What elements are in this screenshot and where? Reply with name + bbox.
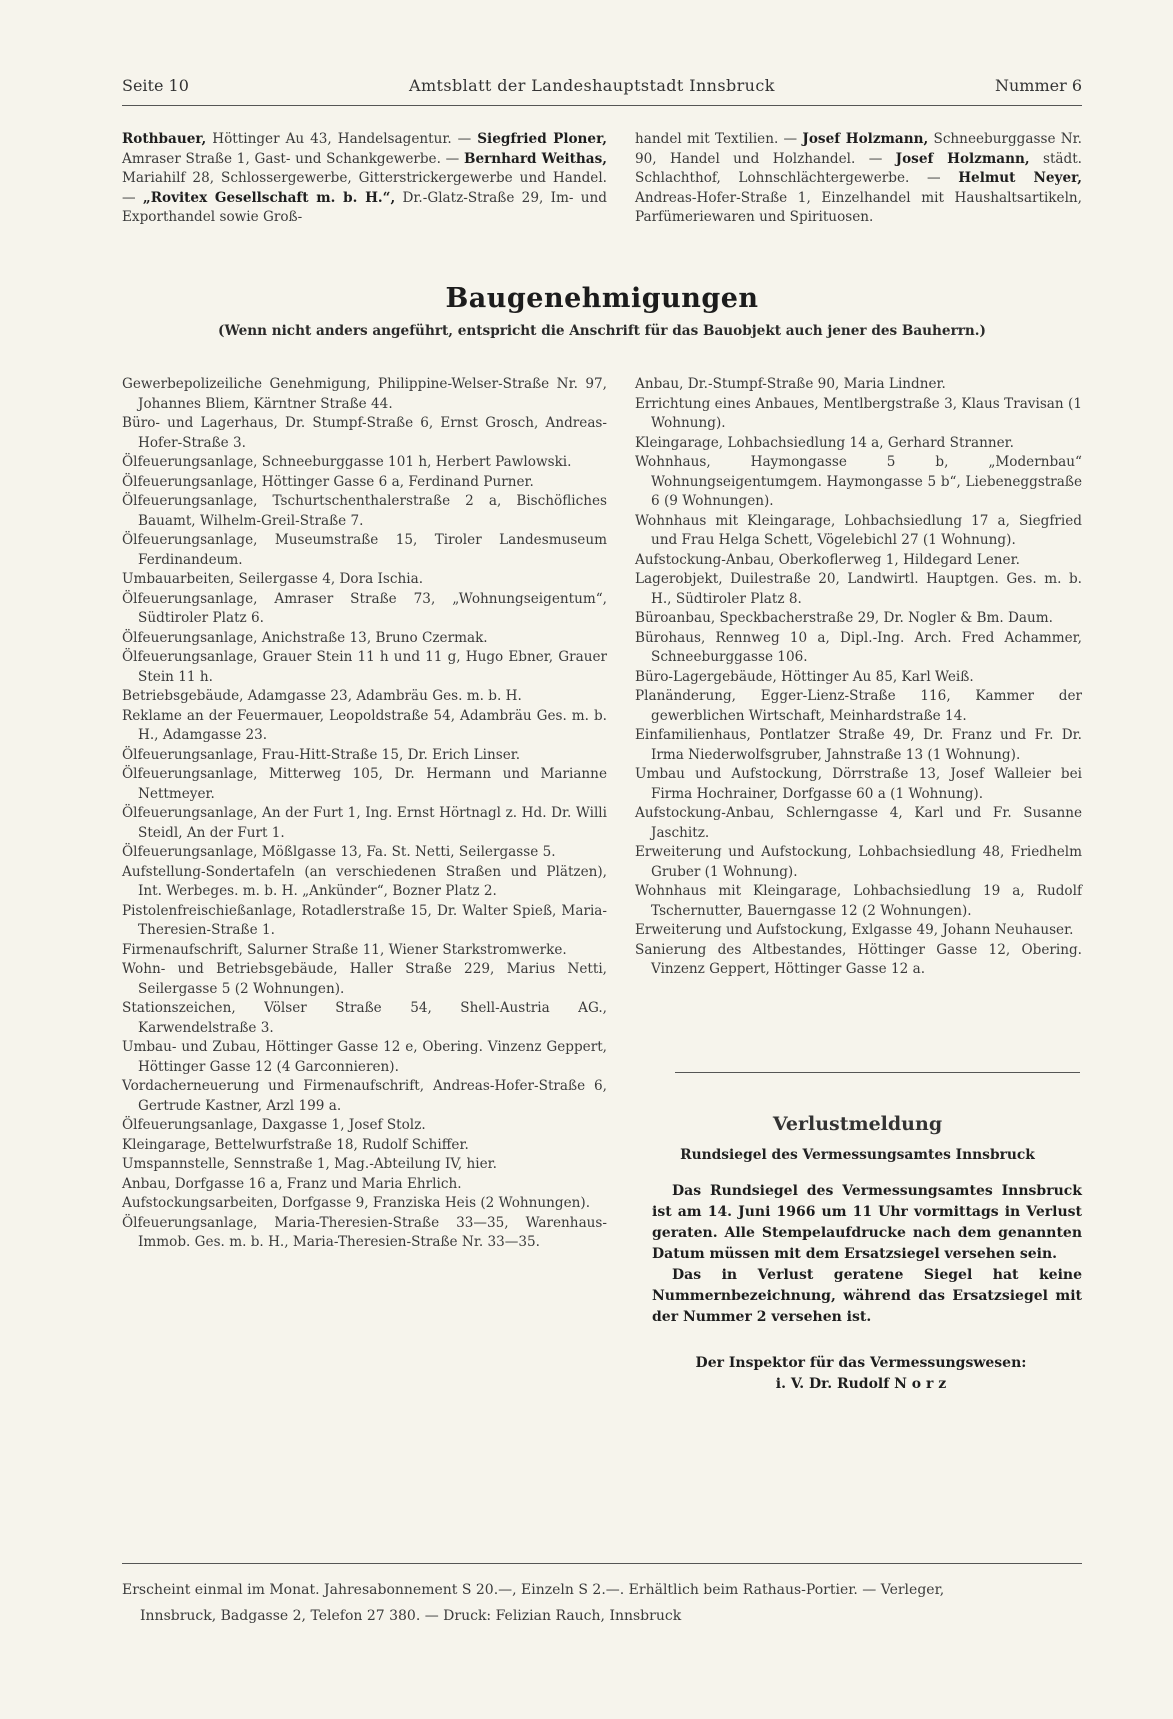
permit-entry: Ölfeuerungsanlage, Amraser Straße 73, „Wohnungseigentum“, Südtiroler Platz 6. bbox=[122, 590, 607, 626]
permit-entry: Lagerobjekt, Duilestraße 20, Landwirtl. Hauptgen. Ges. m. b. H., Südtiroler Platz 8. bbox=[635, 571, 1082, 607]
register-detail: städt. Schlachthof, Lohnschlächtergewerbe. — bbox=[635, 150, 1082, 186]
permit-entry: Anbau, Dr.-Stumpf-Straße 90, Maria Lindner. bbox=[635, 376, 946, 392]
loss-notice-subtitle: Rundsiegel des Vermessungsamtes Innsbruck bbox=[680, 1147, 1035, 1163]
top-right-column bbox=[635, 130, 1082, 228]
permit-entry: Ölfeuerungsanlage, Mitterweg 105, Dr. Hermann und Marianne Nettmeyer. bbox=[122, 766, 607, 802]
register-detail: Höttinger Au 43, Handelsagentur. — bbox=[206, 131, 478, 147]
permits-left-column bbox=[122, 375, 607, 1253]
business-register-text bbox=[122, 130, 607, 228]
permit-entry: Büroanbau, Speckbacherstraße 29, Dr. Nogler & Bm. Daum. bbox=[635, 610, 1053, 626]
permit-entry: Ölfeuerungsanlage, Schneeburggasse 101 h, Herbert Pawlowski. bbox=[122, 454, 572, 470]
permit-entry: Pistolenfreischießanlage, Rotadlerstraße 15, Dr. Walter Spieß, Maria-Theresien-Straße 1. bbox=[122, 902, 607, 938]
permit-entry: Büro-Lagergebäude, Höttinger Au 85, Karl Weiß. bbox=[635, 668, 974, 685]
permit-entry: Errichtung eines Anbaues, Mentlbergstraße 3, Klaus Travisan (1 Wohnung). bbox=[635, 395, 1082, 431]
section-title: Baugenehmigungen bbox=[445, 283, 759, 314]
permit-entry: Betriebsgebäude, Adamgasse 23, Adambräu Ges. m. b. H. bbox=[122, 688, 522, 704]
issue-number: Nummer 6 bbox=[994, 76, 1082, 95]
company-name: „Rovitex Gesellschaft m. b. H.“, bbox=[142, 189, 396, 206]
permit-entry: Erweiterung und Aufstockung, Exlgasse 49, Johann Neuhauser. bbox=[635, 922, 1074, 938]
permit-entry: Reklame an der Feuermauer, Leopoldstraße 54, Adambräu Ges. m. b. H., Adamgasse 23. bbox=[122, 707, 607, 743]
permit-entry: Ölfeuerungsanlage, An der Furt 1, Ing. Ernst Hörtnagl z. Hd. Dr. Willi Steidl, An der Furt 1. bbox=[122, 805, 607, 841]
loss-notice-title: Verlustmeldung bbox=[772, 1113, 943, 1135]
permit-entry: Ölfeuerungsanlage, Tschurtschenthalerstraße 2 a, Bischöfliches Bauamt, Wilhelm-Greil-Straße 7. bbox=[122, 493, 607, 529]
permit-entry: Sanierung des Altbestandes, Höttinger Gasse 12, Obering. Vinzenz Geppert, Höttinger Gasse 12 a. bbox=[635, 941, 1082, 977]
permit-entry: Ölfeuerungsanlage, Grauer Stein 11 h und 11 g, Hugo Ebner, Grauer Stein 11 h. bbox=[122, 649, 607, 685]
permit-entry: Planänderung, Egger-Lienz-Straße 116, Kammer der gewerblichen Wirtschaft, Meinhardstraße 14. bbox=[635, 688, 1082, 724]
permit-entry: Umbauarbeiten, Seilergasse 4, Dora Ischia. bbox=[122, 571, 424, 587]
footer-line: Erscheint einmal im Monat. Jahresabonnement S 20.—, Einzeln S 2.—. Erhältlich beim Rathaus-Portier. — Verleger, bbox=[122, 1582, 945, 1598]
section-divider bbox=[675, 1072, 1080, 1073]
company-name: Rothbauer, bbox=[122, 131, 207, 147]
top-left-column bbox=[122, 130, 607, 228]
permit-entry: Aufstockungsarbeiten, Dorfgasse 9, Franziska Heis (2 Wohnungen). bbox=[122, 1195, 591, 1211]
permit-entry: Büro- und Lagerhaus, Dr. Stumpf-Straße 6, Ernst Grosch, Andreas-Hofer-Straße 3. bbox=[122, 415, 607, 451]
register-detail: Andreas-Hofer-Straße 1, Einzelhandel mit Haushaltsartikeln, Parfümeriewaren und Spirituosen. bbox=[635, 189, 1082, 225]
permit-entry: Aufstellung-Sondertafeln (an verschiedenen Straßen und Plätzen), Int. Werbeges. m. b. H. „Ankünder“, Bozner Platz 2. bbox=[122, 863, 607, 899]
permits-right-column bbox=[635, 375, 1082, 980]
footer-rule bbox=[122, 1563, 1082, 1564]
permit-entry: Kleingarage, Bettelwurfstraße 18, Rudolf Schiffer. bbox=[122, 1136, 469, 1153]
signature-title: Der Inspektor für das Vermessungswesen: bbox=[695, 1355, 1027, 1371]
permit-entry: Wohnhaus, Haymongasse 5 b, „Modernbau“ Wohnungseigentumgem. Haymongasse 5 b“, Liebeneggstraße 6 (9 Wohnungen). bbox=[635, 454, 1082, 509]
permit-entry: Ölfeuerungsanlage, Frau-Hitt-Straße 15, Dr. Erich Linser. bbox=[122, 746, 521, 763]
footer-line: Innsbruck, Badgasse 2, Telefon 27 380. — Druck: Felizian Rauch, Innsbruck bbox=[140, 1608, 682, 1624]
permit-entry: Wohnhaus mit Kleingarage, Lohbachsiedlung 17 a, Siegfried und Frau Helga Schett, Vögelebichl 27 (1 Wohnung). bbox=[635, 512, 1082, 548]
register-detail: handel mit Textilien. — bbox=[635, 131, 803, 147]
business-register-text bbox=[635, 130, 1082, 228]
permit-entry: Umspannstelle, Sennstraße 1, Mag.-Abteilung IV, hier. bbox=[122, 1156, 497, 1172]
permit-entry: Umbau- und Zubau, Höttinger Gasse 12 e, Obering. Vinzenz Geppert, Höttinger Gasse 12 (4 Garconnieren). bbox=[122, 1039, 607, 1075]
permit-entry: Bürohaus, Rennweg 10 a, Dipl.-Ing. Arch. Fred Achammer, Schneeburggasse 106. bbox=[635, 629, 1082, 665]
permit-entry: Ölfeuerungsanlage, Daxgasse 1, Josef Stolz. bbox=[122, 1117, 426, 1133]
permit-entry: Erweiterung und Aufstockung, Lohbachsiedlung 48, Friedhelm Gruber (1 Wohnung). bbox=[635, 844, 1082, 880]
permit-entry: Ölfeuerungsanlage, Museumstraße 15, Tiroler Landesmuseum Ferdinandeum. bbox=[122, 532, 607, 568]
register-detail: Dr.-Glatz-Straße 29, Im- und Exporthandel sowie Groß- bbox=[122, 189, 607, 225]
loss-notice-paragraph: Das Rundsiegel des Vermessungsamtes Innsbruck ist am 14. Juni 1966 um 11 Uhr vormittags in Verlust geraten. Alle Stempelaufdrucke nach dem genannten Datum müssen mit dem Ersatzsiegel versehen sein. bbox=[652, 1183, 1082, 1262]
permit-entry: Ölfeuerungsanlage, Mößlgasse 13, Fa. St. Netti, Seilergasse 5. bbox=[122, 844, 556, 860]
permit-entry: Ölfeuerungsanlage, Anichstraße 13, Bruno Czermak. bbox=[122, 629, 488, 646]
permit-entry: Wohn- und Betriebsgebäude, Haller Straße 229, Marius Netti, Seilergasse 5 (2 Wohnungen). bbox=[122, 961, 607, 997]
signature-name: i. V. Dr. Rudolf N o r z bbox=[775, 1376, 947, 1392]
permit-entry: Vordacherneuerung und Firmenaufschrift, Andreas-Hofer-Straße 6, Gertrude Kastner, Arzl 199 a. bbox=[122, 1078, 607, 1114]
header-rule bbox=[122, 105, 1082, 106]
register-detail: Mariahilf 28, Schlossergewerbe, Gitterstrickergewerbe und Handel. — bbox=[122, 170, 607, 206]
page-number: Seite 10 bbox=[122, 76, 189, 95]
permit-entry: Wohnhaus mit Kleingarage, Lohbachsiedlung 19 a, Rudolf Tschernutter, Bauerngasse 12 (2 Wohnungen). bbox=[635, 883, 1082, 919]
register-detail: Amraser Straße 1, Gast- und Schankgewerbe. — bbox=[122, 150, 464, 167]
permit-entry: Aufstockung-Anbau, Schlerngasse 4, Karl und Fr. Susanne Jaschitz. bbox=[635, 805, 1082, 841]
company-name: Josef Holzmann, bbox=[802, 131, 929, 147]
loss-notice-body bbox=[652, 1181, 1082, 1328]
permit-entry: Einfamilienhaus, Pontlatzer Straße 49, Dr. Franz und Fr. Dr. Irma Niederwolfsgruber, Jahnstraße 13 (1 Wohnung). bbox=[635, 727, 1082, 763]
section-subtitle: (Wenn nicht anders angeführt, entspricht die Anschrift für das Bauobjekt auch jener des Bauherrn.) bbox=[218, 323, 986, 339]
permit-entry: Kleingarage, Lohbachsiedlung 14 a, Gerhard Stranner. bbox=[635, 434, 1014, 451]
permit-entry: Stationszeichen, Völser Straße 54, Shell-Austria AG., Karwendelstraße 3. bbox=[122, 1000, 607, 1036]
page-header bbox=[122, 76, 1082, 95]
publication-title: Amtsblatt der Landeshauptstadt Innsbruck bbox=[409, 76, 775, 95]
permit-entry: Firmenaufschrift, Salurner Straße 11, Wiener Starkstromwerke. bbox=[122, 941, 567, 958]
permit-entry: Ölfeuerungsanlage, Maria-Theresien-Straße 33—35, Warenhaus-Immob. Ges. m. b. H., Maria-Theresien-Straße Nr. 33—35. bbox=[122, 1214, 607, 1250]
loss-notice-signature bbox=[640, 1353, 1082, 1395]
page-footer bbox=[122, 1577, 1082, 1629]
company-name: Helmut Neyer, bbox=[958, 170, 1082, 186]
permit-entry: Anbau, Dorfgasse 16 a, Franz und Maria Ehrlich. bbox=[122, 1175, 462, 1192]
permit-entry: Umbau und Aufstockung, Dörrstraße 13, Josef Walleier bei Firma Hochrainer, Dorfgasse 60 a (1 Wohnung). bbox=[635, 766, 1082, 802]
company-name: Bernhard Weithas, bbox=[463, 150, 607, 167]
loss-notice-paragraph: Das in Verlust geratene Siegel hat keine Nummernbezeichnung, während das Ersatzsiegel mit der Nummer 2 versehen ist. bbox=[652, 1267, 1082, 1325]
permit-entry: Gewerbepolizeiliche Genehmigung, Philippine-Welser-Straße Nr. 97, Johannes Bliem, Kärntner Straße 44. bbox=[122, 376, 607, 412]
company-name: Siegfried Ploner, bbox=[477, 131, 607, 147]
register-detail: Schneeburggasse Nr. 90, Handel und Holzhandel. — bbox=[635, 131, 1082, 167]
company-name: Josef Holzmann, bbox=[895, 150, 1030, 167]
permit-entry: Ölfeuerungsanlage, Höttinger Gasse 6 a, Ferdinand Purner. bbox=[122, 473, 534, 490]
permit-entry: Aufstockung-Anbau, Oberkoflerweg 1, Hildegard Lener. bbox=[635, 551, 1020, 568]
